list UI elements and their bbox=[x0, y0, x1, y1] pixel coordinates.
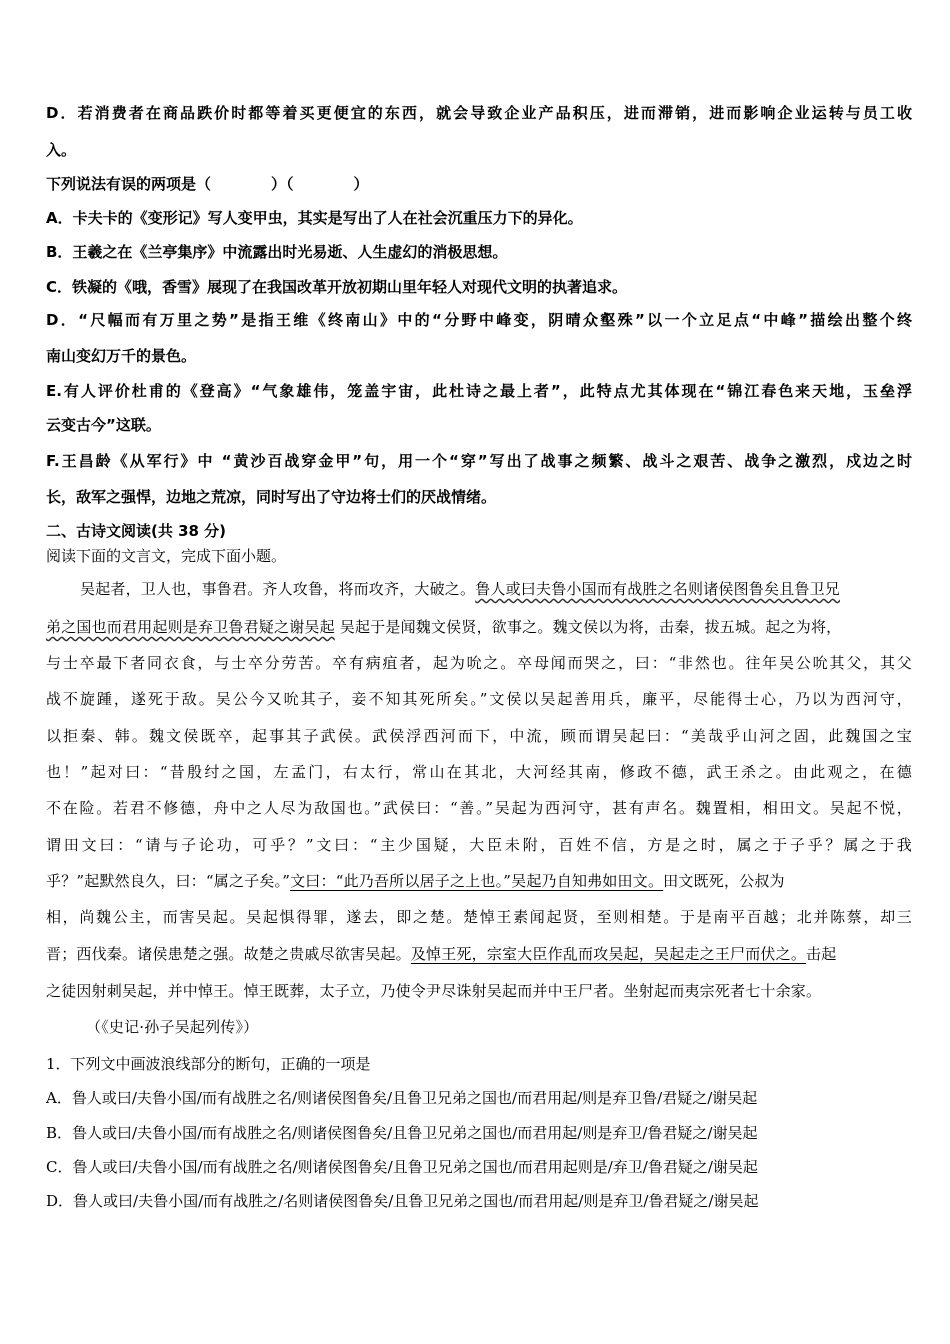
question1-option-a: A．鲁人或曰/夫鲁小国/而有战胜之名/则诸侯图鲁矣/且鲁卫兄弟之国也/而君用起/则是弃卫鲁/君疑之/谢吴起 bbox=[46, 1089, 758, 1107]
passage-line: 不在险。若君不修德，舟中之人尽为敌国也。”武侯曰：“善。”吴起为西河守，甚有声名。魏置相，相田文。吴起不悦， bbox=[46, 799, 912, 817]
passage-line bbox=[46, 578, 840, 599]
passage-line: 谓田文曰：“请与子论功，可乎？”文曰：“主少国疑，大臣未附，百姓不信，方是之时，属之于子乎？属之于我 bbox=[46, 836, 912, 854]
question1-option-c: C．鲁人或曰/夫鲁小国/而有战胜之名/则诸侯图鲁矣/且鲁卫兄弟之国也/而君用起则是/弃卫/鲁君疑之/谢吴起 bbox=[46, 1158, 758, 1176]
passage-text: 击起 bbox=[806, 945, 837, 963]
literature-option-e-line2: 云变古今”这联。 bbox=[46, 416, 161, 434]
passage-line: 之徒因射刺吴起，并中悼王。悼王既葬，太子立，乃使令尹尽诛射吴起而并中王尸者。坐射起而夷宗死者七十余家。 bbox=[46, 982, 822, 1000]
underlined-text: 文曰：“此乃吾所以居子之上也。”吴起乃自知弗如田文。 bbox=[290, 872, 664, 890]
passage-text: 吴起于是闻魏文侯贤，欲事之。魏文侯以为将，击秦，拔五城。起之为将， bbox=[334, 618, 842, 636]
passage-text: 晋；西伐秦。诸侯患楚之强。故楚之贵戚尽欲害吴起。 bbox=[46, 945, 411, 963]
question1-option-d: D．鲁人或曰/夫鲁小国/而有战胜之/名则诸侯图鲁矣/且鲁卫兄弟之国也/而君用起/则是弃卫/鲁君疑之/谢吴起 bbox=[46, 1192, 759, 1210]
section-heading: 二、古诗文阅读(共 38 分) bbox=[46, 522, 227, 540]
question1-stem: 1．下列文中画波浪线部分的断句，正确的一项是 bbox=[46, 1055, 371, 1073]
wavy-underlined-text: 鲁人或曰夫鲁小国而有战胜之名则诸侯图鲁矣且鲁卫兄 bbox=[475, 580, 841, 598]
underlined-text: 及悼王死，宗室大臣作乱而攻吴起，吴起走之王尸而伏之。 bbox=[410, 945, 807, 963]
passage-line bbox=[46, 870, 785, 891]
question1-option-b: B．鲁人或曰/夫鲁小国/而有战胜之名/则诸侯图鲁矣/且鲁卫兄弟之国也/而君用起/则是弃卫/鲁君疑之/谢吴起 bbox=[46, 1124, 758, 1142]
literature-option-d-line1: D．“尺幅而有万里之势”是指王维《终南山》中的“分野中峰变，阴晴众壑殊”以一个立足点“中峰”描绘出整个终 bbox=[46, 311, 912, 329]
passage-line bbox=[46, 616, 841, 637]
passage-text: 乎？”起默然良久，曰：“属之子矣。” bbox=[46, 872, 291, 890]
literature-option-f-line1: F.王昌龄《从军行》中 “黄沙百战穿金甲”句，用一个“穿”写出了战事之频繁、战斗之艰苦、战争之激烈，戍边之时 bbox=[46, 452, 912, 470]
literature-option-e-line1: E.有人评价杜甫的《登高》“气象雄伟，笼盖宇宙，此杜诗之最上者”，此特点尤其体现在“锦江春色来天地，玉垒浮 bbox=[46, 382, 912, 400]
wavy-underlined-text: 弟之国也而君用起则是弃卫鲁君疑之谢吴起 bbox=[46, 618, 335, 636]
literature-option-b: B．王羲之在《兰亭集序》中流露出时光易逝、人生虚幻的消极思想。 bbox=[46, 243, 508, 261]
passage-text: 吴起者，卫人也，事鲁君。齐人攻鲁，将而攻齐，大破之。 bbox=[80, 580, 476, 598]
passage-source: （《史记·孙子吴起列传》） bbox=[86, 1018, 259, 1036]
prev-option-d-line2: 入。 bbox=[46, 141, 77, 159]
passage-line bbox=[46, 943, 836, 964]
passage-line: 以拒秦、韩。魏文侯既卒，起事其子武侯。武侯浮西河而下，中流，顾而谓吴起曰：“美哉乎山河之固，此魏国之宝 bbox=[46, 727, 912, 745]
passage-line: 相，尚魏公主，而害吴起。吴起惧得罪，遂去，即之楚。楚悼王素闻起贤，至则相楚。于是南平百越；北并陈蔡，却三 bbox=[46, 908, 912, 926]
section-instruction: 阅读下面的文言文，完成下面小题。 bbox=[46, 547, 287, 565]
literature-question-stem: 下列说法有误的两项是（ ）（ ） bbox=[46, 175, 369, 193]
passage-line: 与士卒最下者同衣食，与士卒分劳苦。卒有病疽者，起为吮之。卒母闻而哭之，曰：“非然也。往年吴公吮其父，其父 bbox=[46, 654, 912, 672]
literature-option-d-line2: 南山变幻万千的景色。 bbox=[46, 347, 197, 365]
literature-option-a: A．卡夫卡的《变形记》写人变甲虫，其实是写出了人在社会沉重压力下的异化。 bbox=[46, 209, 583, 227]
literature-option-c: C．铁凝的《哦，香雪》展现了在我国改革开放初期山里年轻人对现代文明的执著追求。 bbox=[46, 278, 628, 296]
passage-text: 田文既死，公叔为 bbox=[663, 872, 785, 890]
prev-option-d-line1: D．若消费者在商品跌价时都等着买更便宜的东西，就会导致企业产品积压，进而滞销，进而影响企业运转与员工收 bbox=[46, 104, 912, 122]
passage-line: 战不旋踵，遂死于敌。吴公今又吮其子，妾不知其死所矣。”文侯以吴起善用兵，廉平，尽能得士心，乃以为西河守， bbox=[46, 690, 912, 708]
literature-option-f-line2: 长，敌军之强悍，边地之荒凉，同时写出了守边将士们的厌战情绪。 bbox=[46, 488, 497, 506]
passage-line: 也！”起对曰：“昔殷纣之国，左孟门，右太行，常山在其北，大河经其南，修政不德，武王杀之。由此观之，在德 bbox=[46, 763, 912, 781]
